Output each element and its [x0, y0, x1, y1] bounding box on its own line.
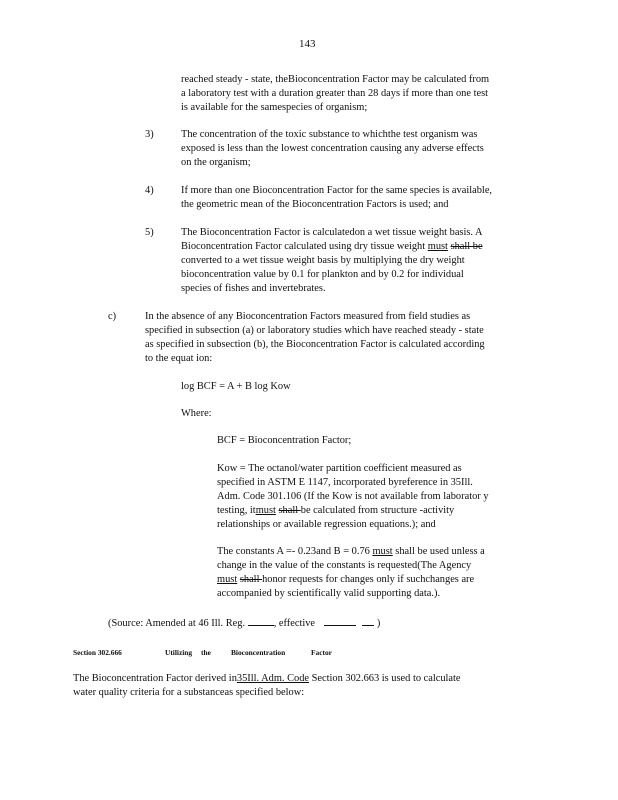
constants-line: accompanied by scientifically valid supporting data.).	[217, 588, 441, 599]
kow-definition-line: Kow = The octanol/water partition coefficient measured as	[217, 463, 462, 474]
item-5-line	[181, 240, 483, 253]
item-c-line: In the absence of any Bioconcentration Factors measured from field studies as	[145, 311, 471, 322]
kow-definition-line: Adm. Code 301.106 (If the Kow is not available from laborator y	[217, 491, 489, 502]
deleted-text: shall	[239, 574, 263, 585]
section-heading-word: the	[201, 648, 211, 657]
item-3-line: The concentration of the toxic substance to whichthe test organism was	[181, 129, 478, 140]
deleted-text: shall	[278, 505, 301, 516]
constants-line	[217, 573, 474, 586]
kow-definition-line	[217, 504, 454, 517]
item-c-line: as specified in subsection (b), the Bioconcentration Factor is calculated according	[145, 339, 485, 350]
constants-text: The constants A =- 0.23and B = 0.76	[217, 546, 370, 557]
item-c-label: c)	[108, 311, 117, 322]
item-c-line: specified in subsection (a) or laboratory studies which have reached steady - state	[145, 325, 484, 336]
item-5-line: species of fishes and invertebrates.	[181, 283, 326, 294]
source-text: )	[376, 618, 381, 629]
constants-text: shall be used unless a	[392, 546, 485, 557]
formula: log BCF = A + B log Kow	[181, 381, 291, 392]
item-5-number: 5)	[145, 227, 154, 238]
section-heading-word: Factor	[311, 648, 332, 657]
item-4-line: the geometric mean of the Bioconcentration Factors is used; and	[181, 199, 449, 210]
constants-line: change in the value of the constants is requested(The Agency	[217, 560, 472, 571]
item-5-line: converted to a wet tissue weight basis by multiplying the dry weight	[181, 255, 465, 266]
where-label: Where:	[181, 408, 212, 419]
item-5-line: The Bioconcentration Factor is calculatedon a wet tissue weight basis. A	[181, 227, 483, 238]
blank-line	[362, 615, 374, 626]
inserted-text: must	[372, 546, 393, 557]
section-heading-number: Section 302.666	[73, 648, 122, 657]
item-4-number: 4)	[145, 185, 154, 196]
item-4-line: If more than one Bioconcentration Factor for the same species is available,	[181, 185, 493, 196]
blank-line	[324, 615, 356, 626]
final-text: Section 302.663 is used to calculate	[309, 673, 461, 684]
item-3-number: 3)	[145, 129, 154, 140]
page-number: 143	[299, 38, 316, 50]
constants-line	[217, 545, 485, 558]
kow-definition-line: relationships or available regression equations.); and	[217, 519, 436, 530]
item-3-line: on the organism;	[181, 157, 251, 168]
item-c-line: to the equat ion:	[145, 353, 213, 364]
final-text: The Bioconcentration Factor derived in	[73, 673, 237, 684]
final-paragraph-line	[73, 672, 461, 685]
item-5-text: Bioconcentration Factor calculated using dry tissue weight	[181, 241, 426, 252]
kow-text: be calculated from structure -activity	[300, 505, 455, 516]
source-text: (Source: Amended at 46 Ill. Reg.	[108, 618, 246, 629]
blank-line	[248, 615, 274, 626]
constants-text: honor requests for changes only if suchchanges are	[262, 574, 475, 585]
source-note	[108, 615, 380, 630]
section-heading-word: Bioconcentration	[231, 648, 286, 657]
bcf-definition: BCF = Bioconcentration Factor;	[217, 435, 352, 446]
deleted-text: shall be	[450, 241, 483, 252]
inserted-text: must	[217, 574, 238, 585]
source-text: , effective	[273, 618, 316, 629]
inserted-text: must	[427, 241, 448, 252]
inserted-text: 35Ill. Adm. Code	[236, 673, 310, 684]
section-heading-word: Utilizing	[165, 648, 193, 657]
item-cont-line: is available for the samespecies of organism;	[181, 102, 368, 113]
item-cont-line: a laboratory test with a duration greater than 28 days if more than one test	[181, 88, 489, 99]
item-3-line: exposed is less than the lowest concentration causing any adverse effects	[181, 143, 484, 154]
final-paragraph-line: water quality criteria for a substanceas specified below:	[73, 687, 305, 698]
kow-definition-line: specified in ASTM E 1147, incorporated byreference in 35Ill.	[217, 477, 473, 488]
item-5-line: bioconcentration value by 0.1 for plankton and by 0.2 for individual	[181, 269, 464, 280]
kow-text: testing, it	[217, 505, 256, 516]
inserted-text: must	[255, 505, 276, 516]
item-cont-line: reached steady - state, theBioconcentration Factor may be calculated from	[181, 74, 490, 85]
